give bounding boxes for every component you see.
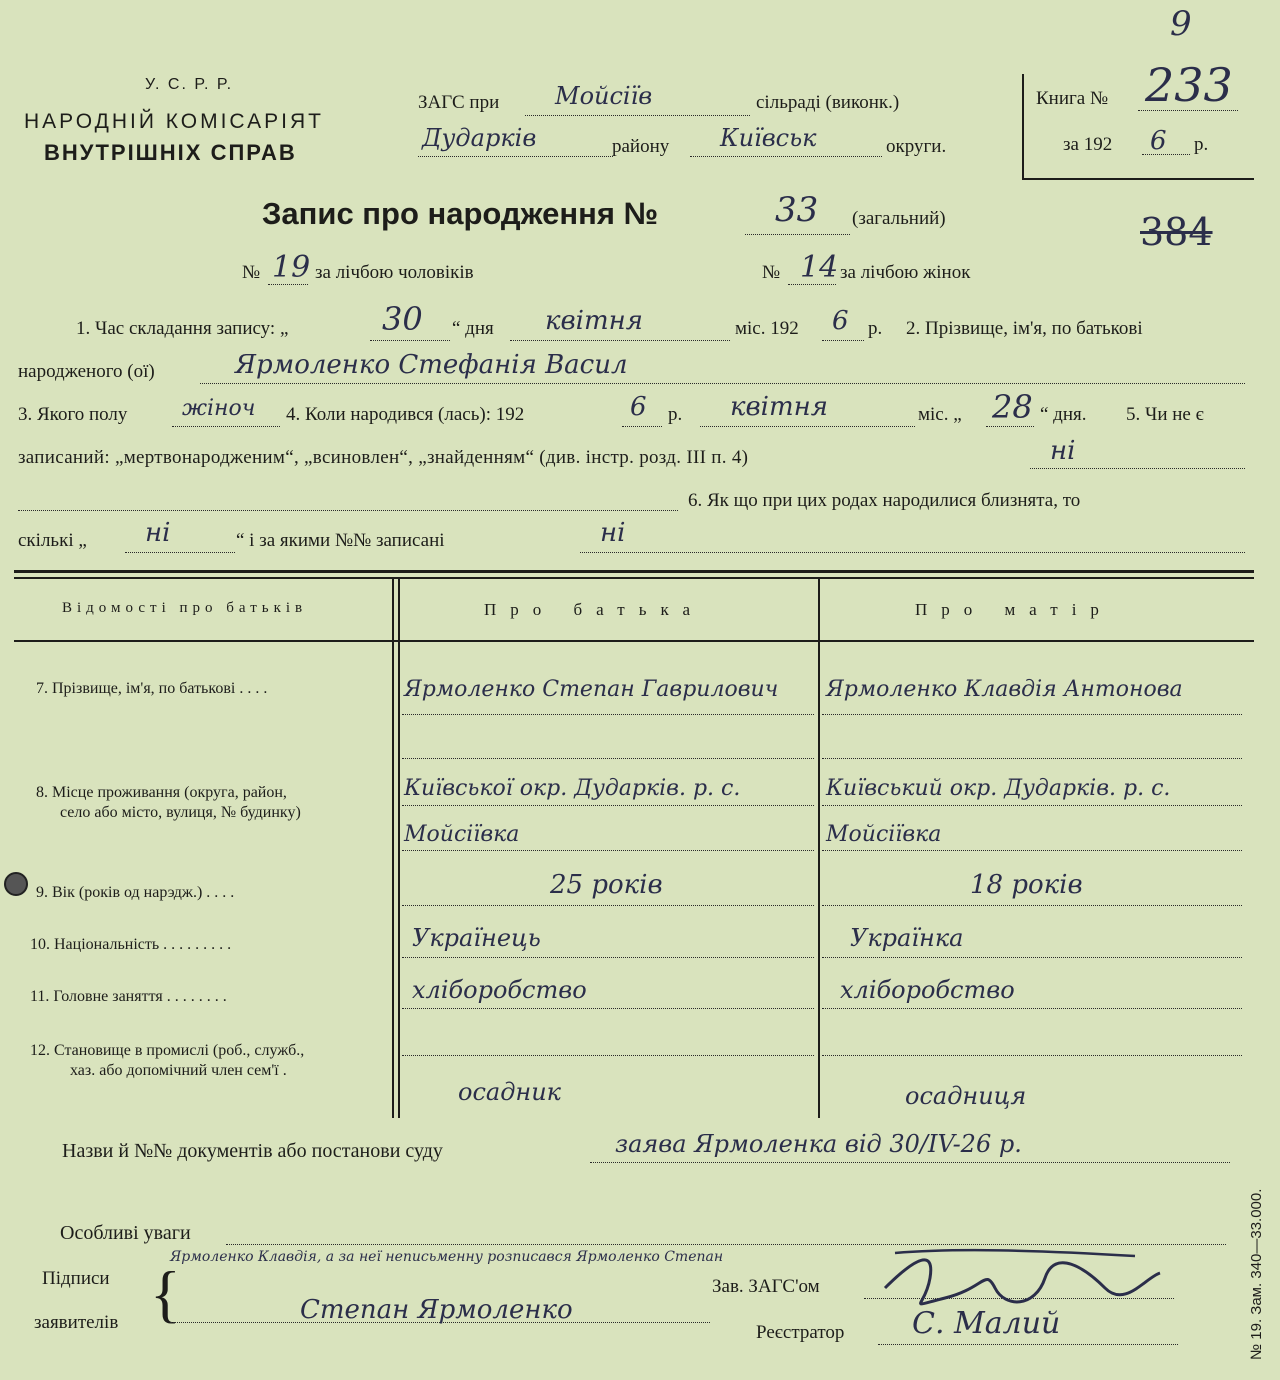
item2-value: Ярмоленко Стефанія Васил — [235, 350, 628, 380]
item6-line2a: скількі „ — [18, 530, 87, 551]
row7-label: 7. Прізвище, ім'я, по батькові . . . . — [36, 680, 268, 697]
commissariat-line1: НАРОДНІЙ КОМІСАРІЯТ — [24, 110, 324, 133]
row10-label: 10. Національність . . . . . . . . . — [30, 936, 232, 953]
republic-label: У. С. Р. Р. — [145, 76, 234, 93]
item1-month: квітня — [545, 306, 643, 336]
item4-label: 4. Коли народився (лась): 192 — [286, 404, 525, 425]
item6-numbers: ні — [600, 518, 626, 548]
row8-label: 8. Місце проживання (округа, район, — [36, 784, 287, 801]
col-header-mother: Про матір — [915, 600, 1113, 619]
item4-month: квітня — [730, 392, 828, 422]
father-occupation: хліборобство — [412, 976, 587, 1004]
record-general: (загальний) — [852, 208, 946, 229]
commissariat-line2: ВНУТРІШНІХ СПРАВ — [44, 140, 297, 165]
registrar-signature: С. Малий — [912, 1306, 1061, 1341]
okrug-value: Київськ — [720, 124, 817, 152]
signatures-label-1: Підписи — [42, 1268, 110, 1289]
district-value: Дударків — [422, 124, 537, 152]
item5-label: 5. Чи не є — [1126, 404, 1204, 425]
district-label: району — [612, 136, 670, 157]
item2-line2: народженого (ої) — [18, 361, 155, 382]
remarks-label: Особливі уваги — [60, 1222, 191, 1244]
zags-prefix: ЗАГС при — [418, 92, 500, 113]
row12-label: 12. Становище в промислі (роб., служб., — [30, 1042, 305, 1059]
item1-day: 30 — [382, 300, 423, 338]
item1-label: 1. Час складання запису: „ — [76, 318, 289, 339]
documents-value: заява Ярмоленка від 30/IV-26 р. — [615, 1130, 1022, 1158]
book-year-prefix: за 192 — [1063, 134, 1113, 155]
item4-r: р. — [668, 404, 683, 425]
male-label: за лічбою чоловіків — [315, 262, 474, 283]
father-status: осадник — [458, 1078, 562, 1106]
row9-label: 9. Вік (років од нарэдж.) . . . . — [36, 884, 235, 901]
item1-day-suffix: “ дня — [452, 318, 494, 339]
applicant-signature: Степан Ярмоленко — [300, 1295, 573, 1325]
book-year-digit: 6 — [1150, 126, 1167, 156]
female-label: за лічбою жінок — [840, 262, 971, 283]
female-number: 14 — [800, 250, 839, 285]
crossed-number: 384 — [1140, 210, 1213, 254]
male-number: 19 — [272, 250, 311, 285]
item3-label: 3. Якого полу — [18, 404, 128, 425]
margin-print: № 19. Зам. 340—33.000. — [1248, 1188, 1265, 1360]
father-nationality: Українець — [412, 924, 541, 952]
zags-value: Мойсіїв — [555, 82, 653, 110]
mother-residence: Київський окр. Дударків. р. с. Мойсіївка — [826, 776, 1171, 847]
zags-suffix: сільраді (виконк.) — [756, 92, 900, 113]
row8-label2: село або місто, вулиця, № будинку) — [60, 804, 301, 821]
father-residence: Київської окр. Дударків. р. с. Мойсіївка — [404, 776, 741, 847]
okrug-label: округи. — [886, 136, 947, 157]
binding-hole — [4, 872, 28, 896]
record-number: 33 — [775, 190, 819, 230]
item1-year-suffix: р. — [868, 318, 883, 339]
book-label: Книга № — [1036, 88, 1109, 109]
signatures-label-2: заявителів — [34, 1312, 119, 1333]
item1-year: 6 — [832, 306, 849, 336]
documents-label: Назви й №№ документів або постанови суду — [62, 1140, 443, 1162]
item2-label: 2. Прізвище, ім'я, по батькові — [906, 318, 1143, 339]
item6-count: ні — [145, 518, 171, 548]
mother-name: Ярмоленко Клавдія Антонова — [826, 677, 1183, 702]
item4-year: 6 — [630, 392, 647, 422]
mother-occupation: хліборобство — [840, 976, 1015, 1004]
female-prefix: № — [762, 262, 781, 283]
mother-age: 18 років — [970, 870, 1083, 900]
row11-label: 11. Головне заняття . . . . . . . . — [30, 988, 227, 1005]
father-name: Ярмоленко Степан Гаврилович — [404, 677, 779, 702]
book-year-suffix: р. — [1194, 134, 1209, 155]
mother-status: осадниця — [905, 1082, 1027, 1110]
registrar-label: Реєстратор — [756, 1322, 845, 1343]
signatures-brace: { — [150, 1258, 181, 1329]
head-label: Зав. ЗАГС'ом — [712, 1276, 820, 1297]
item4-day-suffix: “ дня. — [1040, 404, 1087, 425]
item4-day: 28 — [992, 388, 1033, 426]
col-header-parents: Відомості про батьків — [62, 600, 308, 616]
item6-label: 6. Як що при цих родах народилися близнята, то — [688, 490, 1081, 511]
row12-label2: хаз. або допомічний член сем'ї . — [70, 1062, 287, 1079]
applicant-note: Ярмоленко Клавдія, а за неї неписьменну розписався Ярмоленко Степан — [170, 1249, 724, 1265]
item4-month-suffix: міс. „ — [918, 404, 962, 425]
male-prefix: № — [242, 262, 261, 283]
book-number: 233 — [1145, 58, 1233, 112]
item1-month-suffix: міс. 192 — [735, 318, 799, 339]
record-title: Запис про народження № — [262, 196, 659, 231]
item3-value: жіноч — [182, 396, 256, 421]
mother-nationality: Українка — [850, 924, 964, 952]
item5-line2: записаний: „мертвонародженим“, „всиновлен“, „знайденням“ (див. інстр. розд. ІІІ п. 4) — [18, 447, 749, 468]
item5-value: ні — [1050, 436, 1076, 466]
page-number: 9 — [1170, 4, 1192, 44]
father-age: 25 років — [550, 870, 663, 900]
col-header-father: Про батька — [484, 600, 705, 619]
item6-line2b: “ і за якими №№ записані — [236, 530, 445, 551]
